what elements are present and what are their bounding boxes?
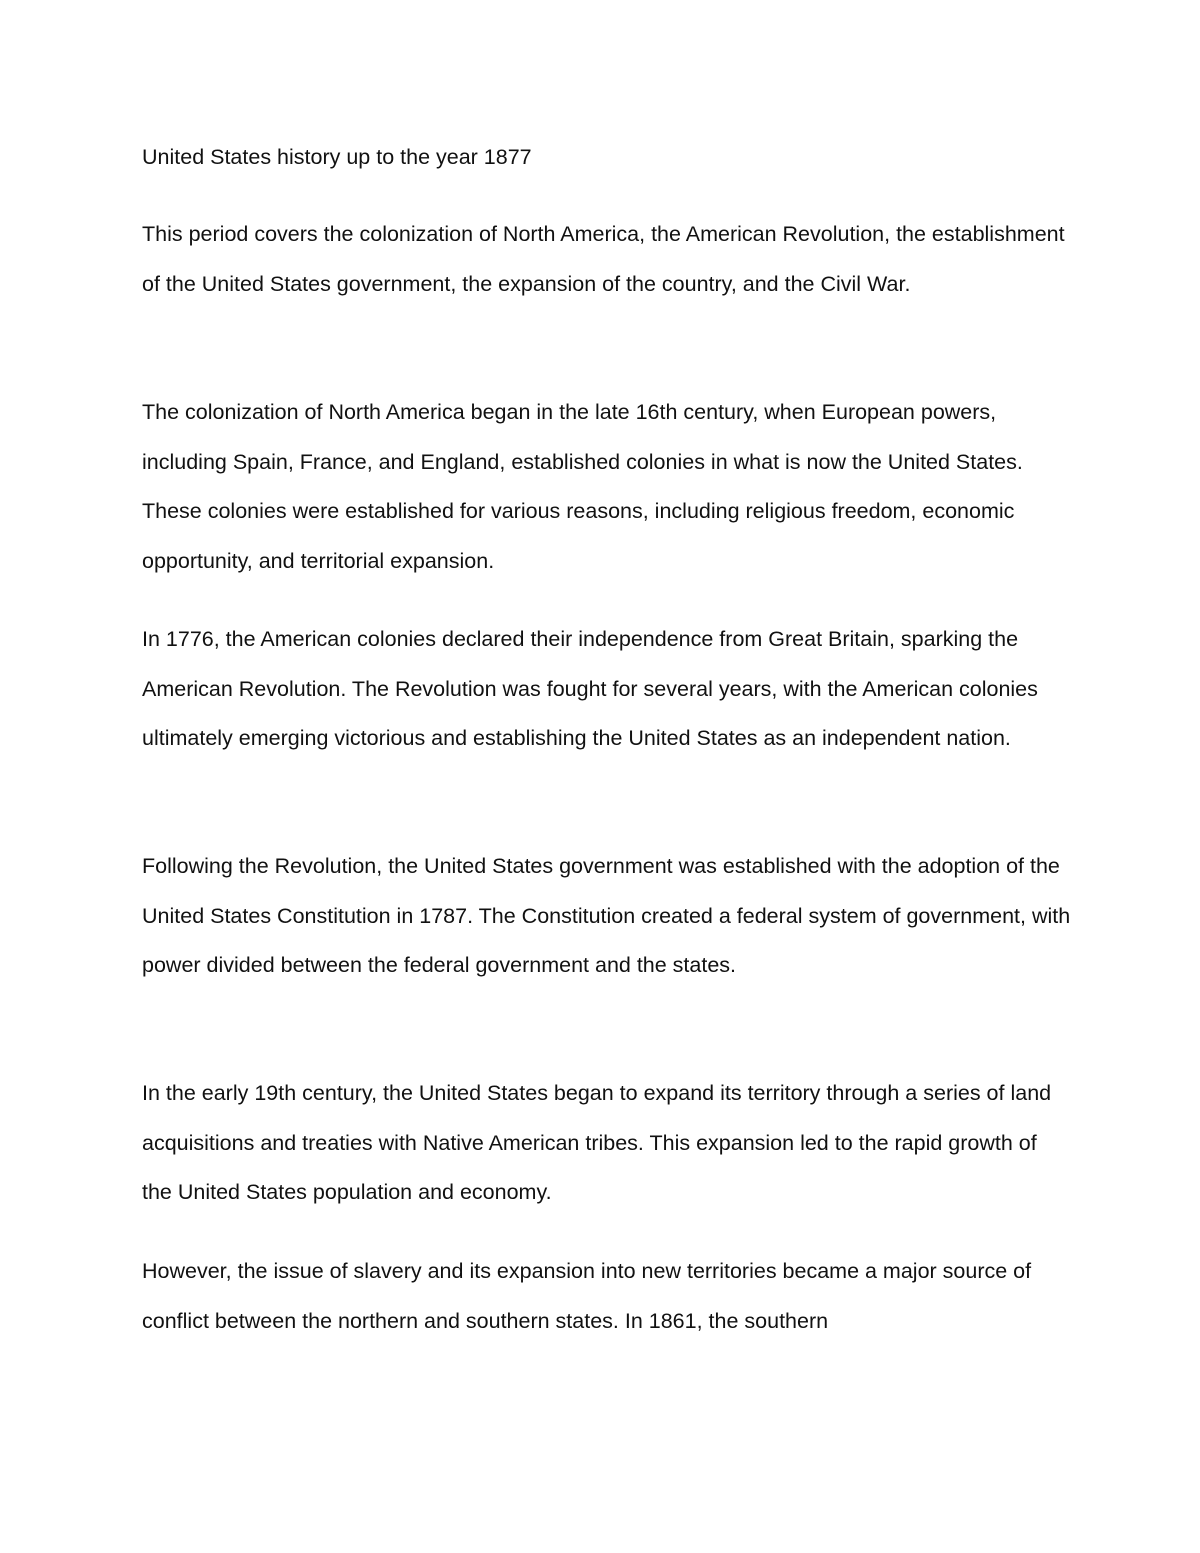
document-page <box>142 0 1072 1553</box>
paragraph-expansion: In the early 19th century, the United States began to expand its territory through a series of land acquisitions and treaties with Native American tribes. This expansion led to the rapid growth of the United States population and economy. <box>142 1081 1052 1205</box>
paragraph-slavery-conflict: However, the issue of slavery and its expansion into new territories became a major source of conflict between the northern and southern states. In 1861, the southern <box>142 1259 1032 1333</box>
paragraph-constitution: Following the Revolution, the United States government was established with the adoption of the United States Constitution in 1787. The Constitution created a federal system of government, with power divided between the federal government and the states. <box>142 854 1071 978</box>
document-title: United States history up to the year 1877 <box>142 145 532 169</box>
paragraph-colonization: The colonization of North America began in the late 16th century, when European powers, including Spain, France, and England, established colonies in what is now the United States. These colonies were established for various reasons, including religious freedom, economic opportunity, and territorial expansion. <box>142 400 1023 574</box>
paragraph-revolution: In 1776, the American colonies declared their independence from Great Britain, sparking the American Revolution. The Revolution was fought for several years, with the American colonies ultimately emerging victorious and establishing the United States as an independent nation. <box>142 627 1038 751</box>
paragraph-intro: This period covers the colonization of North America, the American Revolution, the establishment of the United States government, the expansion of the country, and the Civil War. <box>142 222 1065 296</box>
